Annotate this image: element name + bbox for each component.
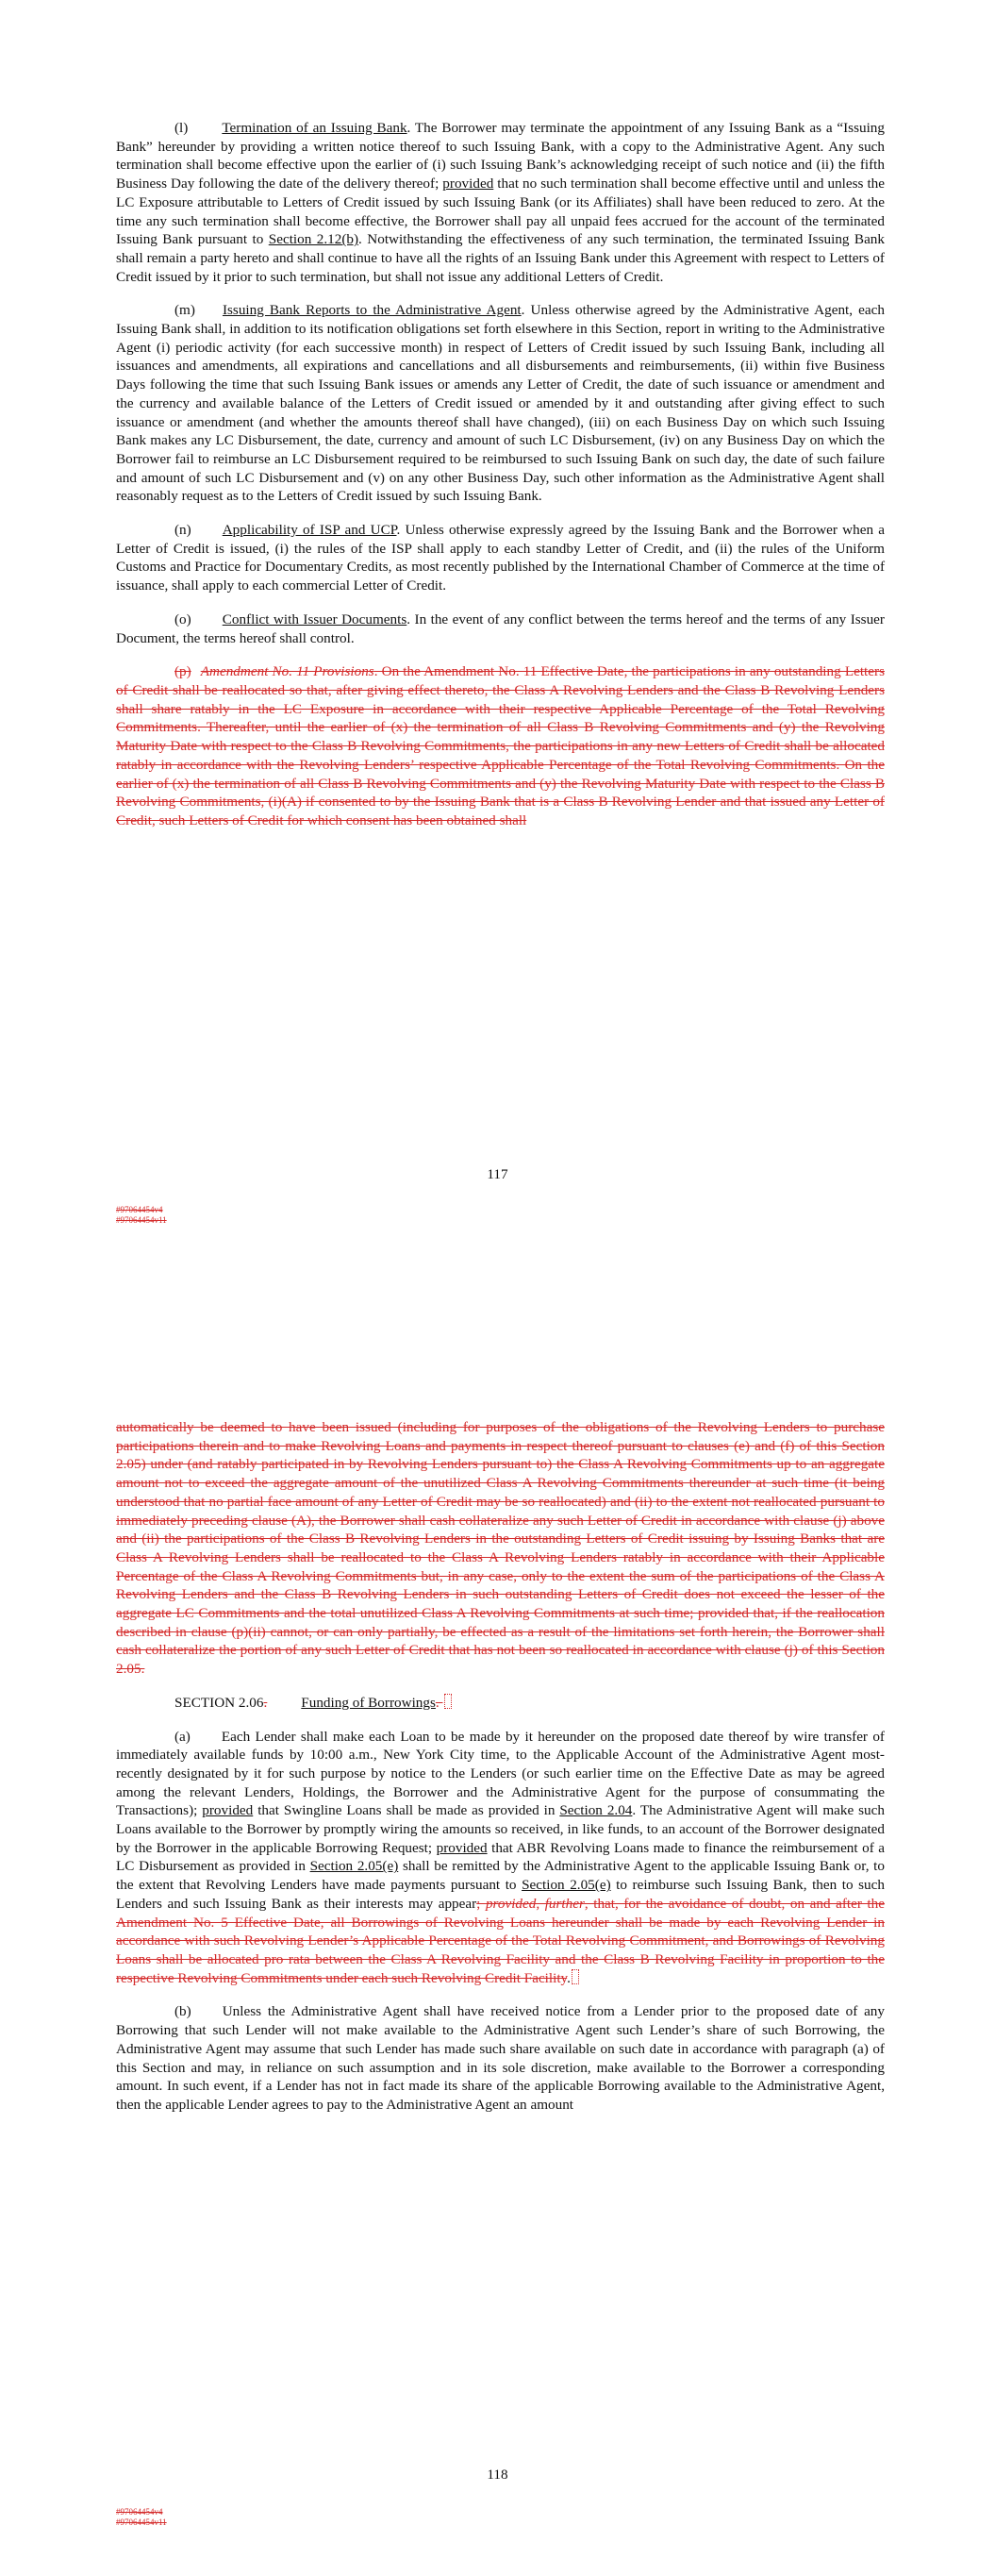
paragraph-b: (b) Unless the Administrative Agent shall have received notice from a Lender prior to the proposed date of any Borrowing that such Lender will not make available to the Administrative Agent such Lender’s share of such Borrowing, the Administrative Agent may assume that such Lender has made such share available on such date in accordance with paragraph (a) of this Section and may, in reliance on such assumption and in its sole discretion, make available to the Borrower a corresponding amount. In such event, if a Lender has not in fact made its share of the applicable Borrowing available to the Administrative Agent, then the applicable Lender agrees to pay to the Administrative Agent an amount bbox=[116, 2003, 885, 2113]
paragraph-o: (o) Conflict with Issuer Documents. In the event of any conflict between the terms hereof and the terms of any Issuer Document, the terms hereof shall control. bbox=[116, 611, 885, 646]
section-reference: Section 2.05(e) bbox=[522, 1877, 611, 1894]
paragraph-title: Conflict with Issuer Documents bbox=[222, 611, 407, 627]
paragraph-p-continued-deleted: automatically be deemed to have been issued (including for purposes of the obligations of the Revolving Lenders to purchase participations therein and to make Revolving Loans and payments in respect thereof pursuant to clauses (e) and (f) of this Section 2.05) under (and ratably participated in by Revolving Lenders pursuant to) the Class A Revolving Commitments up to an aggregate amount not to exceed the aggregate amount of the unutilized Class A Revolving Commitments thereunder at such time (it being understood that no partial face amount of any Letter of Credit may be so reallocated) and (ii) to the extent not reallocated pursuant to immediately preceding clause (A), the Borrower shall cash collateralize any such Letter of Credit in accordance with clause (j) above and (ii) the participations of the Class B Revolving Lenders in the outstanding Letters of Credit issuing by Issuing Banks that are Class A Revolving Lenders shall be reallocated to the Class A Revolving Lenders ratably in accordance with their Applicable Percentage of the Class A Revolving Commitments but, in any case, only to the extent the sum of the participations of the Class A Revolving Lenders and the Class B Revolving Lenders in such outstanding Letters of Credit does not exceed the lesser of the aggregate LC Commitments and the total unutilized Class A Revolving Commitments at such time; provided that, if the reallocation described in clause (p)(ii) cannot, or can only partially, be effected as a result of the limitations set forth herein, the Borrower shall cash collateralize the portion of any such Letter of Credit that has not been so reallocated in accordance with clause (j) of this Section 2.05. bbox=[116, 1419, 885, 1678]
paragraph-number: (b) bbox=[174, 2003, 191, 2020]
paragraph-number: (p) bbox=[174, 663, 191, 680]
page-number: 118 bbox=[487, 2467, 508, 2483]
paragraph-title: Applicability of ISP and UCP bbox=[222, 522, 397, 539]
paragraph-p-deleted: (p) Amendment No. 11 Provisions. On the Amendment No. 11 Effective Date, the participations in any outstanding Letters of Credit shall be reallocated so that, after giving effect thereto, the Class A Revolving Lenders and the Class B Revolving Lenders shall share ratably in the LC Exposure in accordance with their respective Applicable Percentage of the Total Revolving Commitments. Thereafter, until the earlier of (x) the termination of all Class B Revolving Commitments and (y) the Revolving Maturity Date with respect to the Class B Revolving Commitments, the participations in any new Letters of Credit shall be allocated ratably in accordance with the Revolving Lenders’ respective Applicable Percentage of the Total Revolving Commitments. On the earlier of (x) the termination of all Class B Revolving Commitments and (y) the Revolving Maturity Date with respect to the Class B Revolving Commitments, (i)(A) if consented to by the Issuing Bank that is a Class B Revolving Lender and that issued any Letter of Credit, such Letters of Credit for which consent has been obtained shall bbox=[116, 663, 885, 828]
paragraph-number: (n) bbox=[174, 522, 191, 539]
paragraph-number: (o) bbox=[174, 611, 191, 627]
paragraph-m: (m) Issuing Bank Reports to the Administrative Agent. Unless otherwise agreed by the Administrative Agent, each Issuing Bank shall, in addition to its notification obligations set forth elsewhere in this Section, report in writing to the Administrative Agent (i) periodic activity (for each successive month) in respect of Letters of Credit issued by such Issuing Bank, including all issuances and amendments, all expirations and cancellations and all disbursements and reimbursements, (ii) within five Business Days following the time that such Issuing Bank issues or amends any Letter of Credit, the date of such issuance or amendment and the currency and available balance of the Letters of Credit issued or amended by it and outstanding after giving effect to such issuance or amendment (and whether the amounts thereof shall have changed), (iii) on each Business Day on which such Issuing Bank makes any LC Disbursement, the date, currency and amount of such LC Disbursement, (iv) on any Business Day on which the Borrower fail to reimburse an LC Disbursement required to be reimbursed to such Issuing Bank on such day, the date of such failure and amount of such LC Disbursement and (v) on any other Business Day, such other information as the Administrative Agent shall reasonably request as to the Letters of Credit issued by such Issuing Bank. bbox=[116, 302, 885, 505]
page-118-body bbox=[116, 1418, 885, 2130]
paragraph-title: Issuing Bank Reports to the Administrative Agent bbox=[222, 302, 522, 319]
section-heading: SECTION 2.06. Funding of Borrowings. bbox=[116, 1694, 885, 1713]
paragraph-l: (l) Termination of an Issuing Bank. The Borrower may terminate the appointment of any Issuing Bank as a “Issuing Bank” hereunder by providing a written notice thereof to such Issuing Bank, with a copy to the Administrative Agent. Any such termination shall become effective upon the earlier of (i) such Issuing Bank’s acknowledging receipt of such notice and (ii) the fifth Business Day following the date of the delivery thereof; provided that no such termination shall become effective until and unless the LC Exposure attributable to Letters of Credit issued by such Issuing Bank (or its Affiliates) shall have been reduced to zero. At the time any such termination shall become effective, the Borrower shall pay all unpaid fees accrued for the account of the terminated Issuing Bank pursuant to Section 2.12(b). Notwithstanding the effectiveness of any such termination, the terminated Issuing Bank shall remain a party hereto and shall continue to have all the rights of an Issuing Bank under this Agreement with respect to Letters of Credit issued by it prior to such termination, but shall not issue any additional Letters of Credit. bbox=[116, 120, 885, 285]
document-id-footer: #97064454v4 #97064454v11 bbox=[116, 1205, 167, 1225]
section-reference: Section 2.04 bbox=[559, 1802, 633, 1819]
paragraph-number: (l) bbox=[174, 120, 189, 136]
page-number: 117 bbox=[487, 1166, 508, 1182]
paragraph-n: (n) Applicability of ISP and UCP. Unless otherwise expressly agreed by the Issuing Bank and the Borrower when a Letter of Credit is issued, (i) the rules of the ISP shall apply to each standby Letter of Credit, and (ii) the rules of the Uniform Customs and Practice for Documentary Credits, as most recently published by the International Chamber of Commerce at the time of issuance, shall apply to each commercial Letter of Credit. bbox=[116, 522, 886, 594]
change-marker bbox=[444, 1694, 452, 1709]
change-marker bbox=[572, 1969, 579, 1984]
section-number: SECTION 2.06 bbox=[174, 1694, 264, 1711]
paragraph-number: (m) bbox=[174, 302, 195, 319]
paragraph-title: Termination of an Issuing Bank bbox=[222, 120, 407, 136]
paragraph-number: (a) bbox=[174, 1728, 191, 1745]
paragraph-title: Amendment No. 11 Provisions bbox=[200, 663, 374, 680]
section-reference: Section 2.05(e) bbox=[309, 1858, 399, 1875]
section-title: Funding of Borrowings bbox=[301, 1694, 436, 1711]
document-id-footer: #97064454v4 #97064454v11 bbox=[116, 2507, 167, 2527]
section-reference: Section 2.12(b) bbox=[268, 231, 359, 248]
paragraph-a: (a) Each Lender shall make each Loan to be made by it hereunder on the proposed date thereof by wire transfer of immediately available funds by 10:00 a.m., New York City time, to the Applicable Account of the Administrative Agent most-recently designated by it for such purpose by notice to the Lenders (or such earlier time on the Effective Date as may be agreed among the relevant Lenders, Holdings, the Borrower and the Administrative Agent for the purpose of consummating the Transactions); provided that Swingline Loans shall be made as provided in Section 2.04. The Administrative Agent will make such Loans available to the Borrower by promptly wiring the amounts so received, in like funds, to an account of the Borrower designated by the Borrower in the applicable Borrowing Request; provided that ABR Revolving Loans made to finance the reimbursement of a LC Disbursement as provided in Section 2.05(e) shall be remitted by the Administrative Agent to the applicable Issuing Bank or, to the extent that Revolving Lenders have made payments pursuant to Section 2.05(e) to reimburse such Issuing Bank, then to such Lenders and such Issuing Bank as their interests may appear; provided, further, that, for the avoidance of doubt, on and after the Amendment No. 5 Effective Date, all Borrowings of Revolving Loans hereunder shall be made by each Revolving Lender in accordance with such Revolving Lender’s Applicable Percentage of the Total Revolving Commitment, and Borrowings of Revolving Loans shall be allocated pro rata between the Class A Revolving Facility and the Class B Revolving Facility in proportion to the respective Revolving Commitments under each such Revolving Credit Facility. bbox=[116, 1728, 885, 1986]
page-117-body bbox=[116, 119, 885, 845]
